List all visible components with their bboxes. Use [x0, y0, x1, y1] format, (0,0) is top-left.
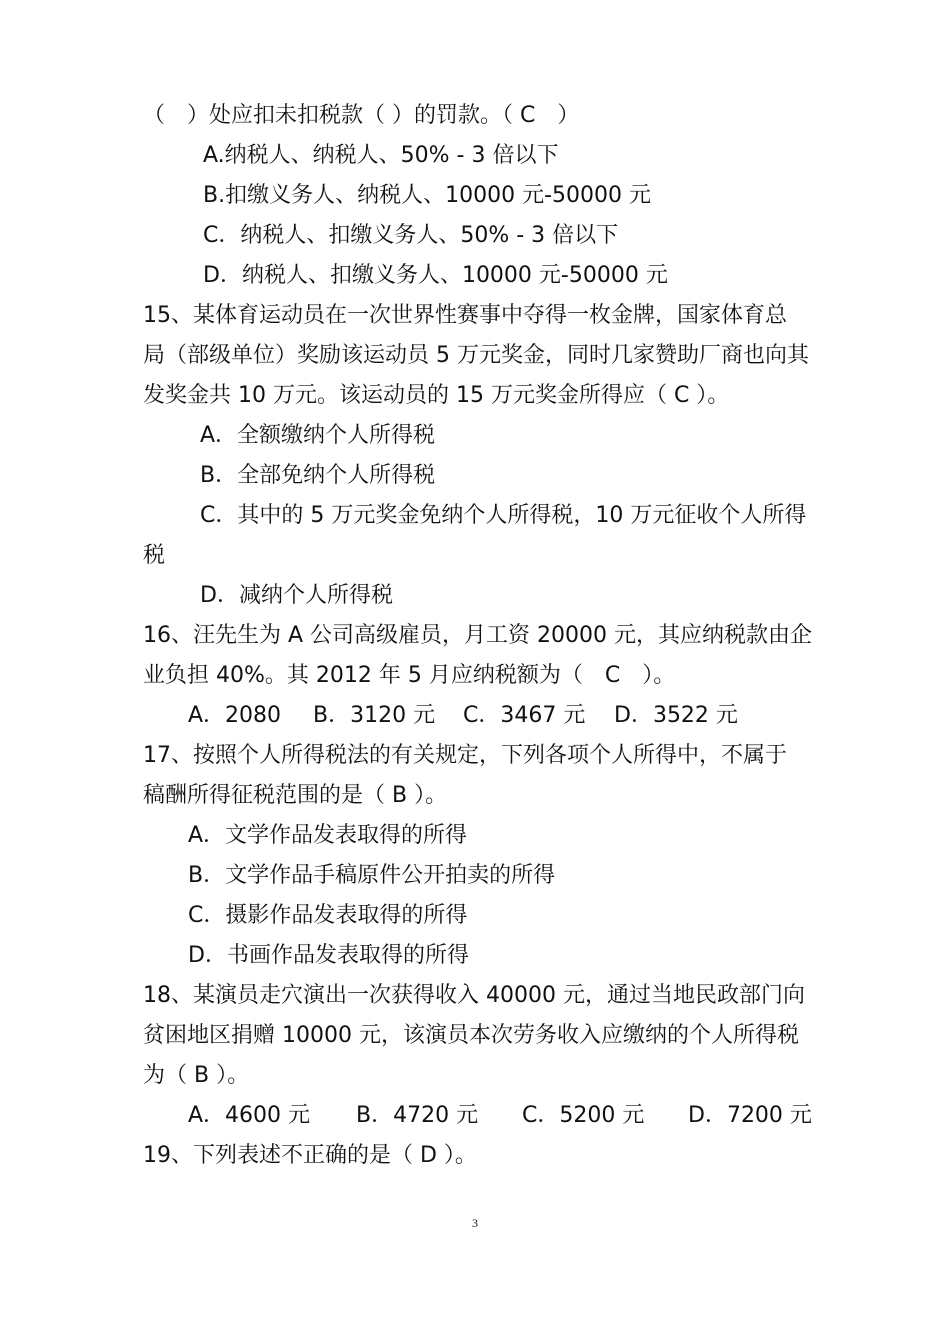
q18-stem-line-3: 为（ B ）。 [143, 1063, 250, 1088]
q19-stem: 19、下列表述不正确的是（ D ）。 [143, 1143, 477, 1168]
q17-option-c: C．摄影作品发表取得的所得 [188, 903, 468, 928]
q15-stem-line-1: 15、某体育运动员在一次世界性赛事中夺得一枚金牌，国家体育总 [143, 303, 787, 328]
page-number: 3 [472, 1216, 478, 1230]
q15-stem-line-3: 发奖金共 10 万元。该运动员的 15 万元奖金所得应（ C ）。 [143, 383, 730, 408]
q14-option-a: A.纳税人、纳税人、50% - 3 倍以下 [203, 143, 559, 168]
q15-option-c: C．其中的 5 万元奖金免纳个人所得税，10 万元征收个人所得 [200, 503, 807, 528]
q15-stem-line-2: 局（部级单位）奖励该运动员 5 万元奖金，同时几家赞助厂商也向其 [143, 343, 809, 368]
q15-option-a: A．全额缴纳个人所得税 [200, 423, 436, 448]
q15-option-b: B．全部免纳个人所得税 [200, 463, 436, 488]
q16-option-d: D．3522 元 [614, 703, 738, 728]
q17-stem-line-1: 17、按照个人所得税法的有关规定，下列各项个人所得中，不属于 [143, 743, 787, 768]
q14-option-d: D．纳税人、扣缴义务人、10000 元-50000 元 [203, 263, 668, 288]
q15-option-c-wrap: 税 [143, 543, 166, 568]
q14-continuation: （ ）处应扣未扣税款（ ）的罚款。（ C ） [143, 103, 580, 128]
q18-options [0, 1096, 950, 1136]
q18-option-b: B．4720 元 [356, 1103, 479, 1128]
q16-option-a: A．2080 [188, 703, 282, 728]
q17-option-b: B．文学作品手稿原件公开拍卖的所得 [188, 863, 556, 888]
q17-option-a: A．文学作品发表取得的所得 [188, 823, 468, 848]
q18-option-a: A．4600 元 [188, 1103, 311, 1128]
q15-option-d: D．减纳个人所得税 [200, 583, 393, 608]
q18-option-c: C．5200 元 [522, 1103, 645, 1128]
q16-option-c: C．3467 元 [463, 703, 586, 728]
q18-stem-line-2: 贫困地区捐赠 10000 元，该演员本次劳务收入应缴纳的个人所得税 [143, 1023, 799, 1048]
q16-stem-line-1: 16、汪先生为 A 公司高级雇员，月工资 20000 元，其应纳税款由企 [143, 623, 813, 648]
q16-stem-line-2: 业负担 40%。其 2012 年 5 月应纳税额为（ C ）。 [143, 663, 676, 688]
q17-option-d: D．书画作品发表取得的所得 [188, 943, 469, 968]
q18-option-d: D．7200 元 [688, 1103, 812, 1128]
q14-option-c: C．纳税人、扣缴义务人、50% - 3 倍以下 [203, 223, 619, 248]
q16-options [0, 696, 950, 736]
q17-stem-line-2: 稿酬所得征税范围的是（ B ）。 [143, 783, 448, 808]
q16-option-b: B．3120 元 [313, 703, 436, 728]
q14-option-b: B.扣缴义务人、纳税人、10000 元-50000 元 [203, 183, 651, 208]
q18-stem-line-1: 18、某演员走穴演出一次获得收入 40000 元，通过当地民政部门向 [143, 983, 805, 1008]
